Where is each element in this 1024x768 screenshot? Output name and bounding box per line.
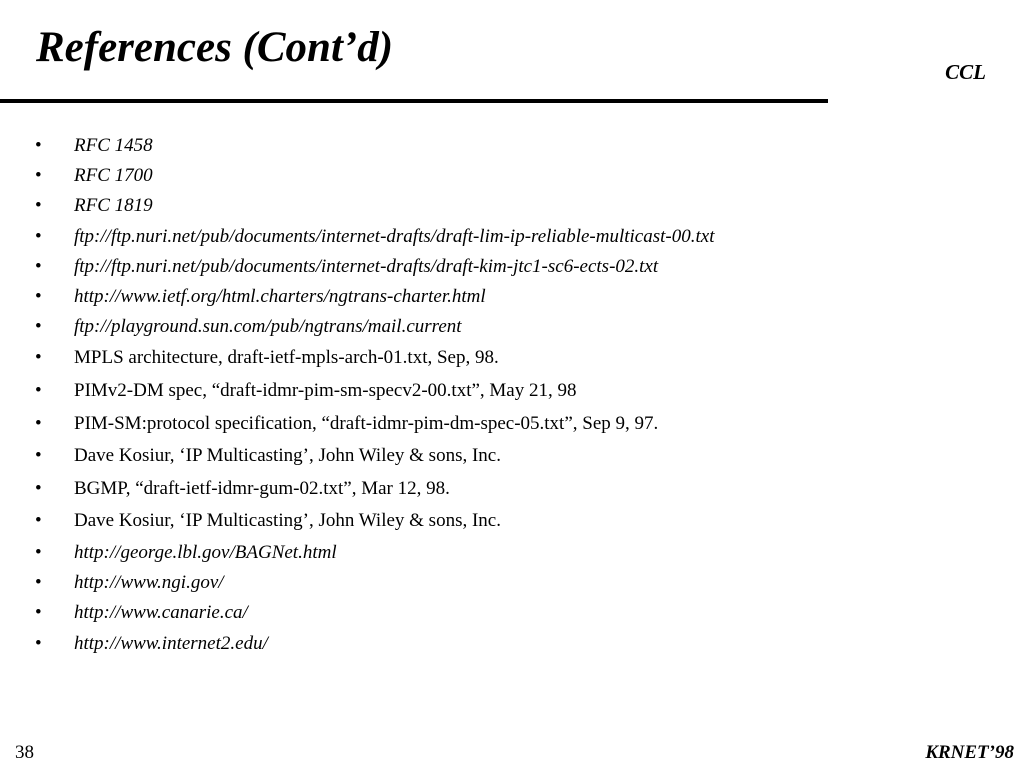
- reference-text: http://www.internet2.edu/: [74, 632, 268, 654]
- reference-item: [0, 161, 714, 191]
- bullet-icon: •: [35, 445, 42, 467]
- bullet-icon: •: [35, 477, 42, 499]
- reference-item: [0, 312, 714, 342]
- reference-item: [0, 408, 714, 441]
- reference-text: MPLS architecture, draft-ietf-mpls-arch-01.txt, Sep, 98.: [74, 347, 499, 369]
- brand-tag: CCL: [945, 60, 986, 84]
- reference-item: [0, 222, 714, 252]
- reference-item: [0, 342, 714, 375]
- page-number: 38: [15, 742, 34, 763]
- bullet-icon: •: [35, 412, 42, 434]
- reference-item: [0, 538, 714, 568]
- reference-item: [0, 191, 714, 221]
- reference-item: [0, 282, 714, 312]
- slide-title: References (Cont’d): [36, 24, 394, 71]
- bullet-icon: •: [35, 602, 42, 624]
- reference-text: Dave Kosiur, ‘IP Multicasting’, John Wiley & sons, Inc.: [74, 510, 501, 532]
- reference-text: ftp://playground.sun.com/pub/ngtrans/mail.current: [74, 316, 462, 338]
- bullet-icon: •: [35, 380, 42, 402]
- reference-text: BGMP, “draft-ietf-idmr-gum-02.txt”, Mar 12, 98.: [74, 477, 450, 499]
- bullet-icon: •: [35, 135, 42, 156]
- reference-text: http://george.lbl.gov/BAGNet.html: [74, 541, 337, 563]
- bullet-icon: •: [35, 510, 42, 532]
- reference-item: [0, 505, 714, 538]
- title-divider: [0, 99, 828, 103]
- bullet-icon: •: [35, 255, 42, 277]
- reference-text: PIMv2-DM spec, “draft-idmr-pim-sm-specv2-00.txt”, May 21, 98: [74, 380, 577, 402]
- reference-item: [0, 375, 714, 408]
- bullet-icon: •: [35, 347, 42, 369]
- reference-item: [0, 440, 714, 473]
- reference-text: RFC 1458: [74, 135, 153, 156]
- reference-text: http://www.ietf.org/html.charters/ngtrans-charter.html: [74, 286, 486, 308]
- reference-text: http://www.canarie.ca/: [74, 602, 248, 624]
- bullet-icon: •: [35, 316, 42, 338]
- reference-item: [0, 131, 714, 161]
- reference-text: ftp://ftp.nuri.net/pub/documents/internet-drafts/draft-kim-jtc1-sc6-ects-02.txt: [74, 255, 659, 277]
- reference-text: RFC 1819: [74, 195, 153, 217]
- footer-event-tag: KRNET’98: [925, 742, 1014, 763]
- reference-item: [0, 473, 714, 506]
- reference-text: RFC 1700: [74, 165, 153, 187]
- bullet-icon: •: [35, 165, 42, 187]
- reference-item: [0, 252, 714, 282]
- bullet-icon: •: [35, 286, 42, 308]
- reference-text: Dave Kosiur, ‘IP Multicasting’, John Wiley & sons, Inc.: [74, 445, 501, 467]
- bullet-icon: •: [35, 541, 42, 563]
- reference-text: ftp://ftp.nuri.net/pub/documents/internet-drafts/draft-lim-ip-reliable-multicast-00.txt: [74, 225, 715, 247]
- bullet-icon: •: [35, 572, 42, 594]
- reference-list: [0, 131, 714, 659]
- reference-item: [0, 568, 714, 598]
- bullet-icon: •: [35, 632, 42, 654]
- reference-item: [0, 629, 714, 659]
- bullet-icon: •: [35, 195, 42, 217]
- reference-item: [0, 598, 714, 628]
- bullet-icon: •: [35, 225, 42, 247]
- reference-text: PIM-SM:protocol specification, “draft-idmr-pim-dm-spec-05.txt”, Sep 9, 97.: [74, 412, 659, 434]
- reference-text: http://www.ngi.gov/: [74, 572, 224, 594]
